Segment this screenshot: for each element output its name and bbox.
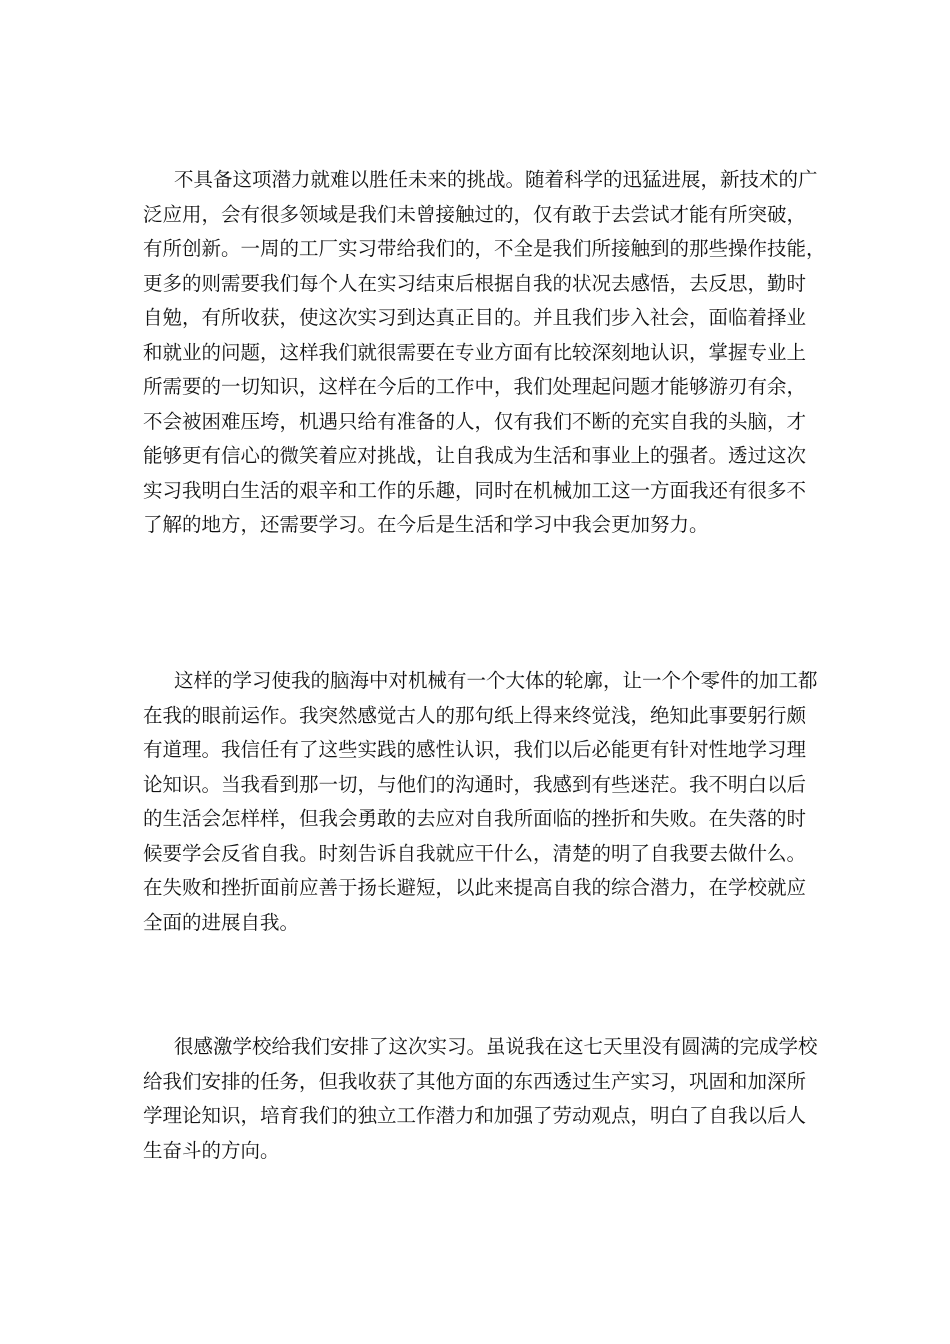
paragraph-line: 给我们安排的任务，但我收获了其他方面的东西透过生产实习，巩固和加深所 [143,1069,807,1093]
paragraph-line: 生奋斗的方向。 [143,1138,280,1162]
paragraph-line: 在我的眼前运作。我突然感觉古人的那句纸上得来终觉浅，绝知此事要躬行颇 [143,703,807,727]
paragraph-line: 自勉，有所收获，使这次实习到达真正目的。并且我们步入社会，面临着择业 [143,306,807,329]
paragraph-3 [143,1030,818,1168]
paragraph-line: 所需要的一切知识，这样在今后的工作中，我们处理起问题才能够游刃有余， [143,375,807,398]
paragraph-line: 全面的进展自我。 [143,910,300,934]
paragraph-line: 很感激学校给我们安排了这次实习。虽说我在这七天里没有圆满的完成学校 [174,1035,818,1058]
paragraph-line: 了解的地方，还需要学习。在今后是生活和学习中我会更加努力。 [143,513,709,536]
paragraph-line: 在失败和挫折面前应善于扬长避短，以此来提高自我的综合潜力，在学校就应 [143,876,807,899]
paragraph-line: 不会被困难压垮，机遇只给有准备的人，仅有我们不断的充实自我的头脑，才 [143,409,807,433]
paragraph-line: 论知识。当我看到那一切，与他们的沟通时，我感到有些迷茫。我不明白以后 [143,772,807,796]
paragraph-line: 更多的则需要我们每个人在实习结束后根据自我的状况去感悟，去反思，勤时 [143,271,807,295]
paragraph-2 [143,664,818,940]
paragraph-line: 学理论知识，培育我们的独立工作潜力和加强了劳动观点，明白了自我以后人 [143,1104,807,1127]
paragraph-line: 的生活会怎样样，但我会勇敢的去应对自我所面临的挫折和失败。在失落的时 [143,807,807,830]
paragraph-line: 有所创新。一周的工厂实习带给我们的，不全是我们所接触到的那些操作技能， [143,237,826,260]
paragraph-1 [143,163,826,543]
paragraph-line: 候要学会反省自我。时刻告诉自我就应干什么，清楚的明了自我要去做什么。 [143,841,807,865]
paragraph-line: 有道理。我信任有了这些实践的感性认识，我们以后必能更有针对性地学习理 [143,738,807,761]
paragraph-line: 实习我明白生活的艰辛和工作的乐趣，同时在机械加工这一方面我还有很多不 [143,478,807,502]
paragraph-line: 和就业的问题，这样我们就很需要在专业方面有比较深刻地认识，掌握专业上 [143,340,807,364]
paragraph-line: 不具备这项潜力就难以胜任未来的挑战。随着科学的迅猛进展，新技术的广 [174,168,818,191]
paragraph-line: 这样的学习使我的脑海中对机械有一个大体的轮廓，让一个个零件的加工都 [174,669,818,692]
paragraph-line: 能够更有信心的微笑着应对挑战，让自我成为生活和事业上的强者。透过这次 [143,444,807,467]
paragraph-line: 泛应用，会有很多领域是我们未曾接触过的，仅有敢于去尝试才能有所突破， [143,202,807,226]
